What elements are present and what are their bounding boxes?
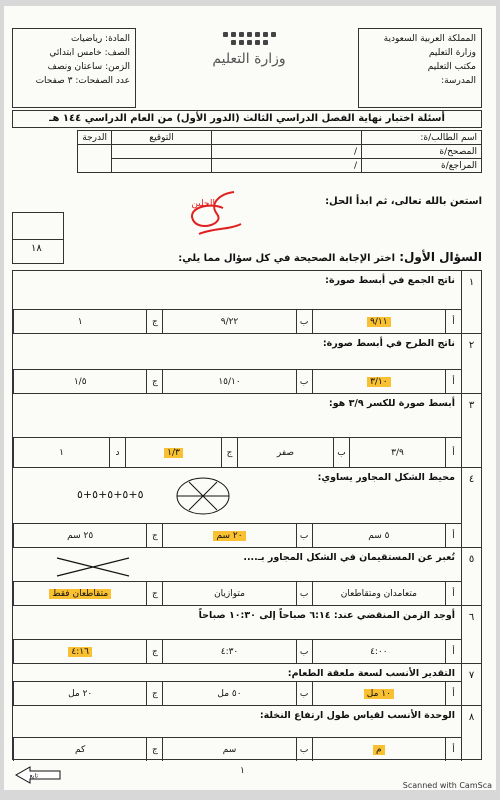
option-label: ب xyxy=(296,640,312,663)
question-text: أوجد الزمن المنقضي عند: ٦:١٤ صباحاً إلى ١٠:٣٠ صباحاً xyxy=(198,610,455,621)
option-b[interactable]: ٩/٢٢ xyxy=(162,310,295,333)
header-grade: الصف: خامس ابتدائي xyxy=(49,48,130,58)
option-c[interactable]: متقاطعان فقط xyxy=(13,582,146,605)
question-text: التقدير الأنسب لسعة ملعقة الطعام: xyxy=(287,668,455,679)
option-label: ج xyxy=(146,738,162,761)
option-label: أ xyxy=(445,438,461,467)
option-a[interactable]: ٣/٩ xyxy=(349,438,445,467)
option-label: أ xyxy=(445,640,461,663)
option-a[interactable]: ٩/١١ xyxy=(312,310,445,333)
options-row xyxy=(13,581,461,605)
option-label: أ xyxy=(445,524,461,547)
question-row xyxy=(13,271,481,333)
option-label: ب xyxy=(296,524,312,547)
meta-table xyxy=(77,130,482,173)
corrector-slash: / xyxy=(212,145,362,159)
option-a[interactable]: م xyxy=(312,738,445,761)
options-row xyxy=(13,639,461,663)
options-row xyxy=(13,309,461,333)
question-row xyxy=(13,605,481,663)
question-number: ٧ xyxy=(461,664,481,705)
q1-instruction: اختر الإجابة الصحيحة في كل سؤال مما يلي: xyxy=(178,253,396,264)
option-b[interactable]: متوازيان xyxy=(162,582,295,605)
question-number: ١ xyxy=(461,271,481,333)
question-row xyxy=(13,333,481,393)
option-c[interactable]: ٤:١٦ xyxy=(13,640,146,663)
option-label: ج xyxy=(146,370,162,393)
option-b[interactable]: ٢٠ سم xyxy=(162,524,295,547)
ministry-logo xyxy=(174,32,324,92)
option-label: ب xyxy=(333,438,349,467)
header-pages: عدد الصفحات: ٣ صفحات xyxy=(35,76,130,86)
option-c[interactable]: ٢٠ مل xyxy=(13,682,146,705)
option-b[interactable]: ٥٠ مل xyxy=(162,682,295,705)
option-label: ب xyxy=(296,682,312,705)
option-a[interactable]: ٣/١٠ xyxy=(312,370,445,393)
header-subject: المادة: رياضيات xyxy=(71,34,130,44)
option-label: أ xyxy=(445,582,461,605)
option-label: ب xyxy=(296,738,312,761)
reviewer-label: المراجع/ة xyxy=(362,159,482,173)
question-text: ناتج الجمع في أبسط صورة: xyxy=(325,275,455,286)
option-c[interactable]: ٢٥ سم xyxy=(13,524,146,547)
grade-label: الدرجة xyxy=(78,131,112,145)
option-label: ب xyxy=(296,370,312,393)
questions-grid xyxy=(12,270,482,760)
signature-label: التوقيع xyxy=(112,131,212,145)
header-right-box xyxy=(358,28,482,108)
intro-text: استعن بالله تعالى، ثم ابدأ الحل: xyxy=(325,196,482,207)
option-b[interactable]: سم xyxy=(162,738,295,761)
q1-heading: السؤال الأول: xyxy=(399,250,482,264)
option-a[interactable]: ٤:٠٠ xyxy=(312,640,445,663)
question-text: أبسط صورة للكسر ٣/٩ هو: xyxy=(328,398,455,409)
option-label: أ xyxy=(445,738,461,761)
red-handwriting-icon xyxy=(179,184,249,244)
question-text: تُعبر عن المستقيمان في الشكل المجاور بـ.... xyxy=(243,552,455,563)
options-row xyxy=(13,523,461,547)
option-label: ج xyxy=(146,582,162,605)
option-d[interactable]: ١ xyxy=(13,438,109,467)
question-number: ٤ xyxy=(461,468,481,547)
question-number: ٦ xyxy=(461,606,481,663)
option-label: ج xyxy=(146,310,162,333)
option-label: أ xyxy=(445,310,461,333)
header-time: الزمن: ساعتان ونصف xyxy=(47,62,130,72)
option-c[interactable]: كم xyxy=(13,738,146,761)
option-label: أ xyxy=(445,370,461,393)
question-heading xyxy=(178,250,482,264)
options-row xyxy=(13,681,461,705)
option-label: ج xyxy=(146,682,162,705)
option-c[interactable]: ١/٣ xyxy=(125,438,221,467)
header-country: المملكة العربية السعودية xyxy=(383,34,476,44)
question-text: ناتج الطرح في أبسط صورة: xyxy=(322,338,455,349)
header-office: مكتب التعليم xyxy=(427,62,476,72)
option-b[interactable]: ٤:٣٠ xyxy=(162,640,295,663)
option-a[interactable]: ٥ سم xyxy=(312,524,445,547)
logo-text: وزارة التعليم xyxy=(212,51,286,67)
question-text: الوحدة الأنسب لقياس طول ارتفاع النخلة: xyxy=(259,710,455,721)
header-left-box xyxy=(12,28,136,108)
option-label: ب xyxy=(296,582,312,605)
question-row xyxy=(13,547,481,605)
header-school: المدرسة: xyxy=(441,76,476,86)
option-label: ج xyxy=(146,640,162,663)
score-value: ١٨ xyxy=(31,243,42,254)
next-arrow-icon[interactable] xyxy=(14,766,62,784)
option-b[interactable]: صفر xyxy=(237,438,333,467)
option-label: أ xyxy=(445,682,461,705)
pentagon-figure-icon xyxy=(163,474,243,518)
figure-sum: ٥+٥+٥+٥+٥ xyxy=(77,488,144,501)
option-a[interactable]: ١٠ مل xyxy=(312,682,445,705)
logo-dots-icon xyxy=(222,32,276,45)
question-number: ٨ xyxy=(461,706,481,761)
options-row xyxy=(13,369,461,393)
question-number: ٣ xyxy=(461,394,481,467)
page-number: ١ xyxy=(240,766,245,776)
option-label: د xyxy=(109,438,125,467)
question-row xyxy=(13,663,481,705)
options-row xyxy=(13,737,461,761)
option-label: ج xyxy=(221,438,237,467)
question-row xyxy=(13,467,481,547)
option-c[interactable]: ١/٥ xyxy=(13,370,146,393)
options-row xyxy=(13,437,461,467)
next-label: تابع xyxy=(29,772,38,780)
student-label: اسم الطالب/ة: xyxy=(362,131,482,145)
exam-paper xyxy=(4,6,496,790)
red-word: الحلين xyxy=(191,199,215,209)
option-a[interactable]: متعامدان ومتقاطعان xyxy=(312,582,445,605)
option-c[interactable]: ١ xyxy=(13,310,146,333)
option-label: ج xyxy=(146,524,162,547)
question-text: محيط الشكل المجاور يساوي: xyxy=(317,472,455,483)
exam-title: أسئلة اختبار نهاية الفصل الدراسي الثالث (الدور الأول) من العام الدراسي ١٤٤ هـ xyxy=(12,110,482,128)
crossing-lines-icon xyxy=(53,554,133,580)
score-box xyxy=(12,212,64,264)
scanner-watermark: Scanned with CamSca xyxy=(402,781,492,790)
question-number: ٢ xyxy=(461,334,481,393)
option-label: ب xyxy=(296,310,312,333)
reviewer-slash: / xyxy=(212,159,362,173)
question-number: ٥ xyxy=(461,548,481,605)
corrector-label: المصحح/ة xyxy=(362,145,482,159)
question-row xyxy=(13,705,481,761)
option-b[interactable]: ١٥/١٠ xyxy=(162,370,295,393)
header-ministry: وزارة التعليم xyxy=(428,48,476,58)
question-row xyxy=(13,393,481,467)
